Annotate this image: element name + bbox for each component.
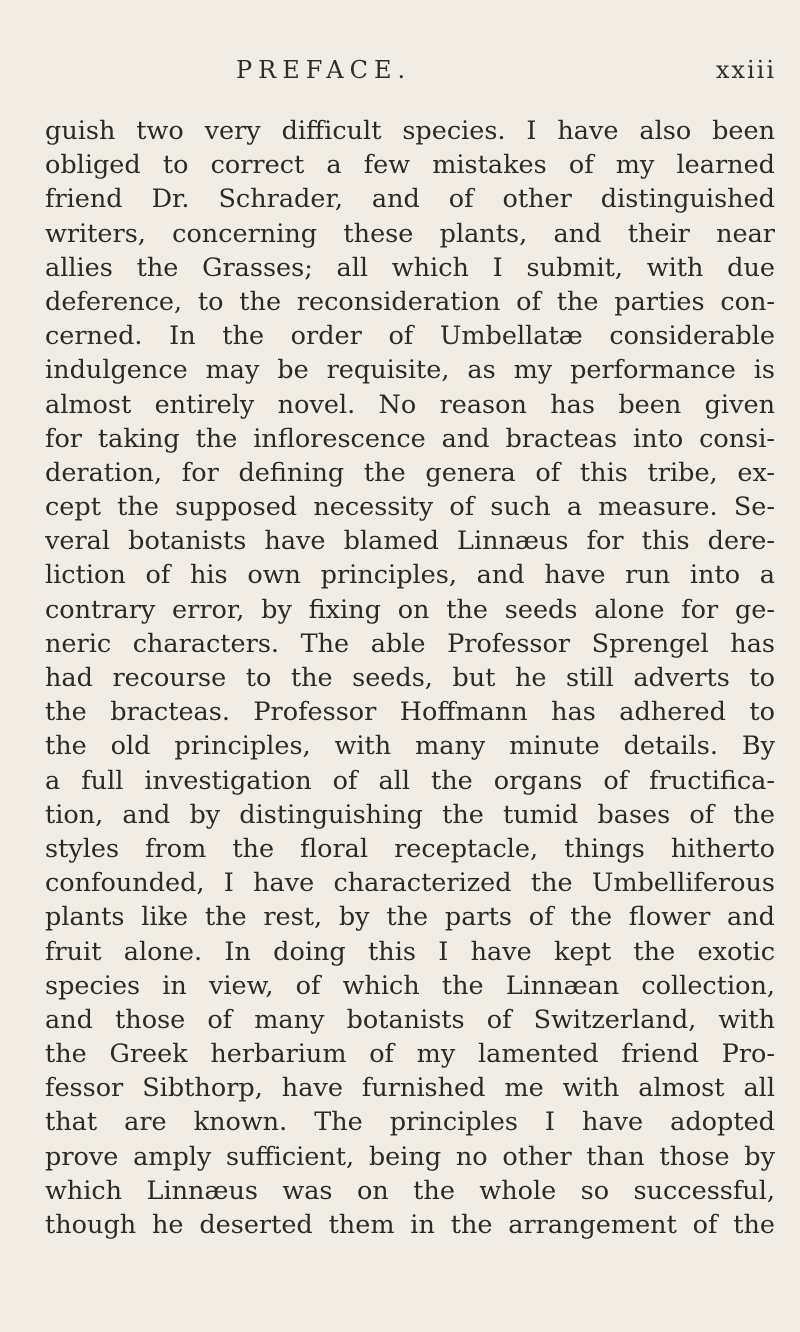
text-line: contrary error, by fixing on the seeds alone for ge- (45, 594, 775, 625)
text-line: almost entirely novel. No reason has been given (45, 389, 775, 420)
text-line: the old principles, with many minute details. By (45, 731, 775, 762)
text-line: plants like the rest, by the parts of the flower and (45, 902, 775, 933)
text-line: a full investigation of all the organs of fructifica- (45, 765, 775, 796)
text-line: prove amply sufficient, being no other than those by (45, 1141, 775, 1172)
text-line: neric characters. The able Professor Sprengel has (45, 628, 775, 659)
text-line: writers, concerning these plants, and their near (45, 218, 775, 249)
text-line: deference, to the reconsideration of the parties con- (45, 286, 775, 317)
text-line: obliged to correct a few mistakes of my learned (45, 150, 775, 181)
text-line: liction of his own principles, and have run into a (45, 560, 775, 591)
text-line: species in view, of which the Linnæan collection, (45, 970, 775, 1001)
text-line: fessor Sibthorp, have furnished me with almost all (45, 1073, 775, 1104)
text-line: allies the Grasses; all which I submit, with due (45, 252, 775, 283)
text-line: indulgence may be requisite, as my performance is (45, 355, 775, 386)
text-line: that are known. The principles I have adopted (45, 1107, 775, 1138)
page-number: xxiii (715, 56, 776, 84)
text-line: had recourse to the seeds, but he still adverts to (45, 663, 775, 693)
text-line: styles from the floral receptacle, things hitherto (45, 833, 775, 864)
running-head: PREFACE. (236, 56, 412, 84)
text-line: veral botanists have blamed Linnæus for this dere- (45, 526, 775, 557)
text-line: deration, for defining the genera of this tribe, ex- (45, 457, 775, 488)
body-text (45, 114, 775, 1242)
text-line: the Greek herbarium of my lamented friend Pro- (45, 1039, 775, 1070)
text-line: tion, and by distinguishing the tumid bases of the (45, 799, 775, 830)
text-line: friend Dr. Schrader, and of other distinguished (45, 184, 775, 215)
text-line: cerned. In the order of Umbellatæ considerable (45, 321, 775, 352)
text-line: cept the supposed necessity of such a measure. Se- (45, 492, 775, 523)
text-line: guish two very difficult species. I have also been (45, 116, 775, 146)
text-line: confounded, I have characterized the Umbelliferous (45, 868, 775, 899)
text-line: though he deserted them in the arrangement of the (45, 1210, 775, 1240)
text-line: fruit alone. In doing this I have kept the exotic (45, 936, 775, 967)
text-line: the bracteas. Professor Hoffmann has adhered to (45, 697, 775, 728)
text-line: for taking the inflorescence and bracteas into consi- (45, 423, 775, 454)
text-line: which Linnæus was on the whole so successful, (45, 1175, 775, 1206)
text-line: and those of many botanists of Switzerland, with (45, 1004, 775, 1035)
